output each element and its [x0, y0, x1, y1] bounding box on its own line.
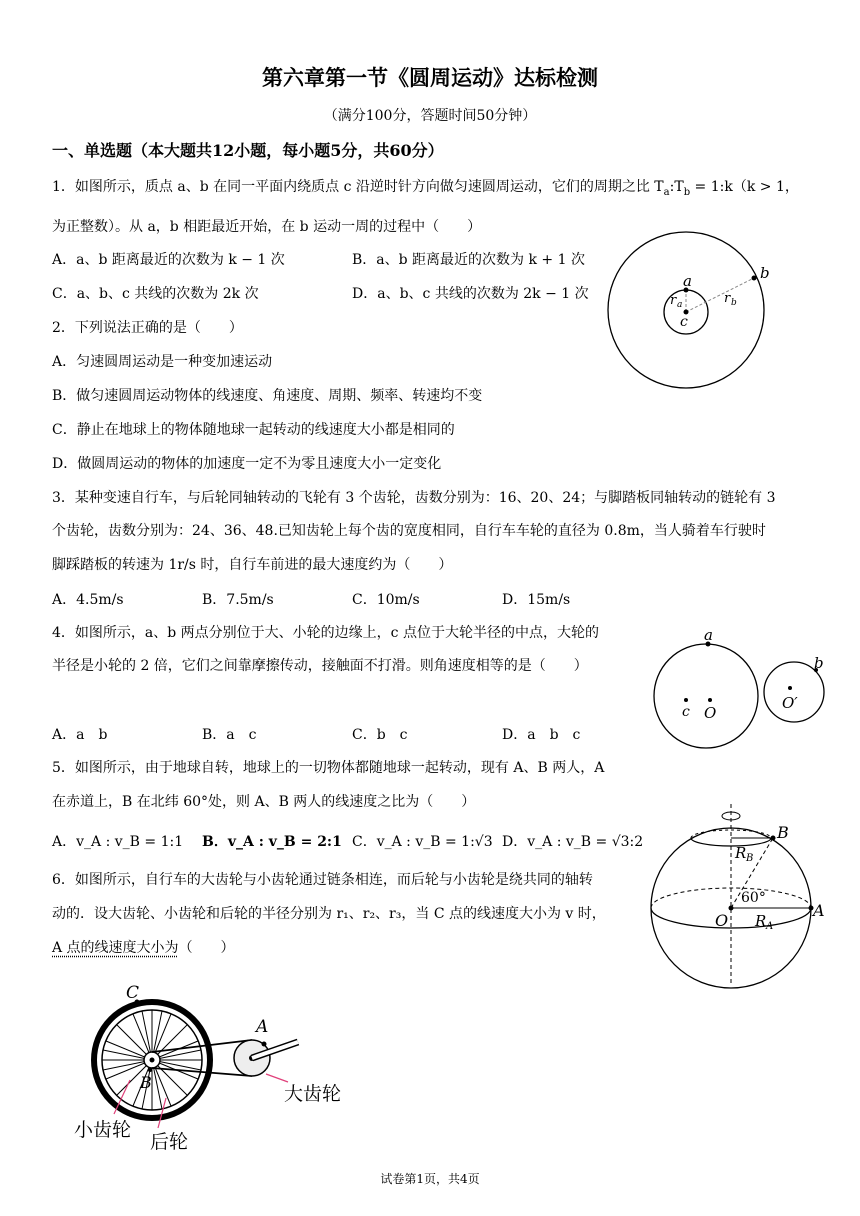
fig6-label-small-gear: 小齿轮	[74, 1119, 132, 1141]
page-subtitle: （满分100分，答题时间50分钟）	[323, 108, 537, 124]
fig6-label-a: A	[256, 1017, 269, 1037]
fig1-label-rb: r	[724, 291, 731, 306]
fig1-label-a: a	[683, 272, 692, 290]
fig6-label-b: B	[140, 1073, 152, 1092]
fig5-label-ra-sub: A	[766, 921, 774, 932]
page-footer: 试卷第1页，共4页	[380, 1172, 480, 1186]
figure-q5-earth	[645, 800, 835, 990]
q6-stem-line2: 动的．设大齿轮、小齿轮和后轮的半径分别为 r₁、r₂、r₃，当 C 点的线速度大小为 v 时，	[52, 906, 606, 922]
fig5-label-ra: R	[755, 912, 767, 930]
fig4-label-c: c	[682, 704, 690, 720]
q3-option-c: C．10m/s	[352, 592, 420, 608]
figure-q6-bicycle	[70, 978, 370, 1158]
q2-option-a: A．匀速圆周运动是一种变加速运动	[52, 354, 273, 370]
q5-stem-line2: 在赤道上，B 在北纬 60°处，则 A、B 两人的线速度之比为（ ）	[52, 794, 476, 810]
q5-option-a: A．v_A : v_B = 1:1	[52, 834, 184, 850]
q2-option-d: D．做圆周运动的物体的加速度一定不为零且速度大小一定变化	[52, 456, 442, 472]
q5-option-c: C．v_A : v_B = 1:√3	[352, 834, 493, 850]
fig4-label-o-prime: O′	[782, 694, 798, 712]
fig6-label-c: C	[126, 983, 140, 1003]
fig4-label-o: O	[704, 704, 717, 722]
q3-stem-line2: 个齿轮，齿数分别为：24、36、48.已知齿轮上每个齿的宽度相同，自行车车轮的直径为 0.8m，当人骑着车行驶时	[52, 523, 766, 539]
q4-option-a: A．a b	[52, 727, 108, 743]
q3-stem-line3: 脚踩踏板的转速为 1r/s 时，自行车前进的最大速度约为（ ）	[52, 557, 453, 573]
q1-option-c: C．a、b、c 共线的次数为 2k 次	[52, 286, 259, 302]
q1-option-b: B．a、b 距离最近的次数为 k + 1 次	[352, 252, 585, 268]
fig1-label-rb-sub: b	[731, 298, 737, 308]
q4-stem-line2: 半径是小轮的 2 倍，它们之间靠摩擦传动，接触面不打滑。则角速度相等的是（ ）	[52, 658, 588, 674]
section-heading: 一、单选题（本大题共12小题，每小题5分，共60分）	[52, 141, 444, 160]
fig5-label-o: O	[715, 911, 729, 930]
fig5-label-angle: 60°	[741, 890, 766, 906]
q3-option-b: B．7.5m/s	[202, 592, 274, 608]
q3-stem-line1: 3．某种变速自行车，与后轮同轴转动的飞轮有 3 个齿轮，齿数分别为：16、20、24；与脚踏板同轴转动的链轮有 3	[52, 490, 776, 506]
q4-stem-line1: 4．如图所示，a、b 两点分别位于大、小轮的边缘上，c 点位于大轮半径的中点，大轮的	[52, 625, 599, 641]
q4-option-d: D．a b c	[502, 727, 581, 743]
q5-stem-line1: 5．如图所示，由于地球自转，地球上的一切物体都随地球一起转动，现有 A、B 两人，A	[52, 760, 605, 776]
q2-option-c: C．静止在地球上的物体随地球一起转动的线速度大小都是相同的	[52, 422, 455, 438]
q1-option-a: A．a、b 距离最近的次数为 k − 1 次	[52, 252, 285, 268]
figure-q4-wheels	[648, 624, 838, 754]
figure-q1-orbits	[600, 222, 810, 392]
fig1-label-ra-sub: a	[677, 300, 683, 310]
q4-option-c: C．b c	[352, 727, 408, 743]
fig5-label-a: A	[813, 901, 825, 920]
q1-stem-line2: 为正整数）。从 a，b 相距最近开始，在 b 运动一周的过程中（ ）	[52, 219, 482, 235]
q5-option-d: D．v_A : v_B = √3:2	[502, 834, 644, 850]
fig5-label-rb-sub: B	[746, 853, 754, 864]
q2-stem: 2．下列说法正确的是（ ）	[52, 320, 243, 336]
q1-stem-line1: 1．如图所示，质点 a、b 在同一平面内绕质点 c 沿逆时针方向做匀速圆周运动，它们的周期之比 $T_a:T_b$ = 1:k（k > 1，	[52, 179, 799, 198]
fig5-label-rb: R	[735, 844, 747, 862]
q1-option-d: D．a、b、c 共线的次数为 2k − 1 次	[352, 286, 589, 302]
q6-stem-line3: A 点的线速度大小为（ ）	[52, 940, 235, 956]
fig5-label-b: B	[777, 823, 789, 842]
page-title: 第六章第一节《圆周运动》达标检测	[262, 65, 598, 90]
fig6-label-big-gear: 大齿轮	[284, 1083, 342, 1105]
q3-option-d: D．15m/s	[502, 592, 571, 608]
fig4-label-b: b	[814, 654, 824, 672]
q5-option-b: B．v_A : v_B = 2:1	[202, 834, 342, 850]
q4-option-b: B．a c	[202, 727, 257, 743]
q6-stem-line1: 6．如图所示，自行车的大齿轮与小齿轮通过链条相连，而后轮与小齿轮是绕共同的轴转	[52, 872, 593, 888]
fig6-label-rear-wheel: 后轮	[150, 1131, 189, 1153]
q3-option-a: A．4.5m/s	[52, 592, 124, 608]
fig1-label-c: c	[680, 314, 688, 330]
fig1-label-b: b	[760, 264, 770, 282]
fig1-label-ra: r	[670, 293, 677, 308]
q2-option-b: B．做匀速圆周运动物体的线速度、角速度、周期、频率、转速均不变	[52, 388, 483, 404]
fig4-label-a: a	[704, 626, 713, 644]
